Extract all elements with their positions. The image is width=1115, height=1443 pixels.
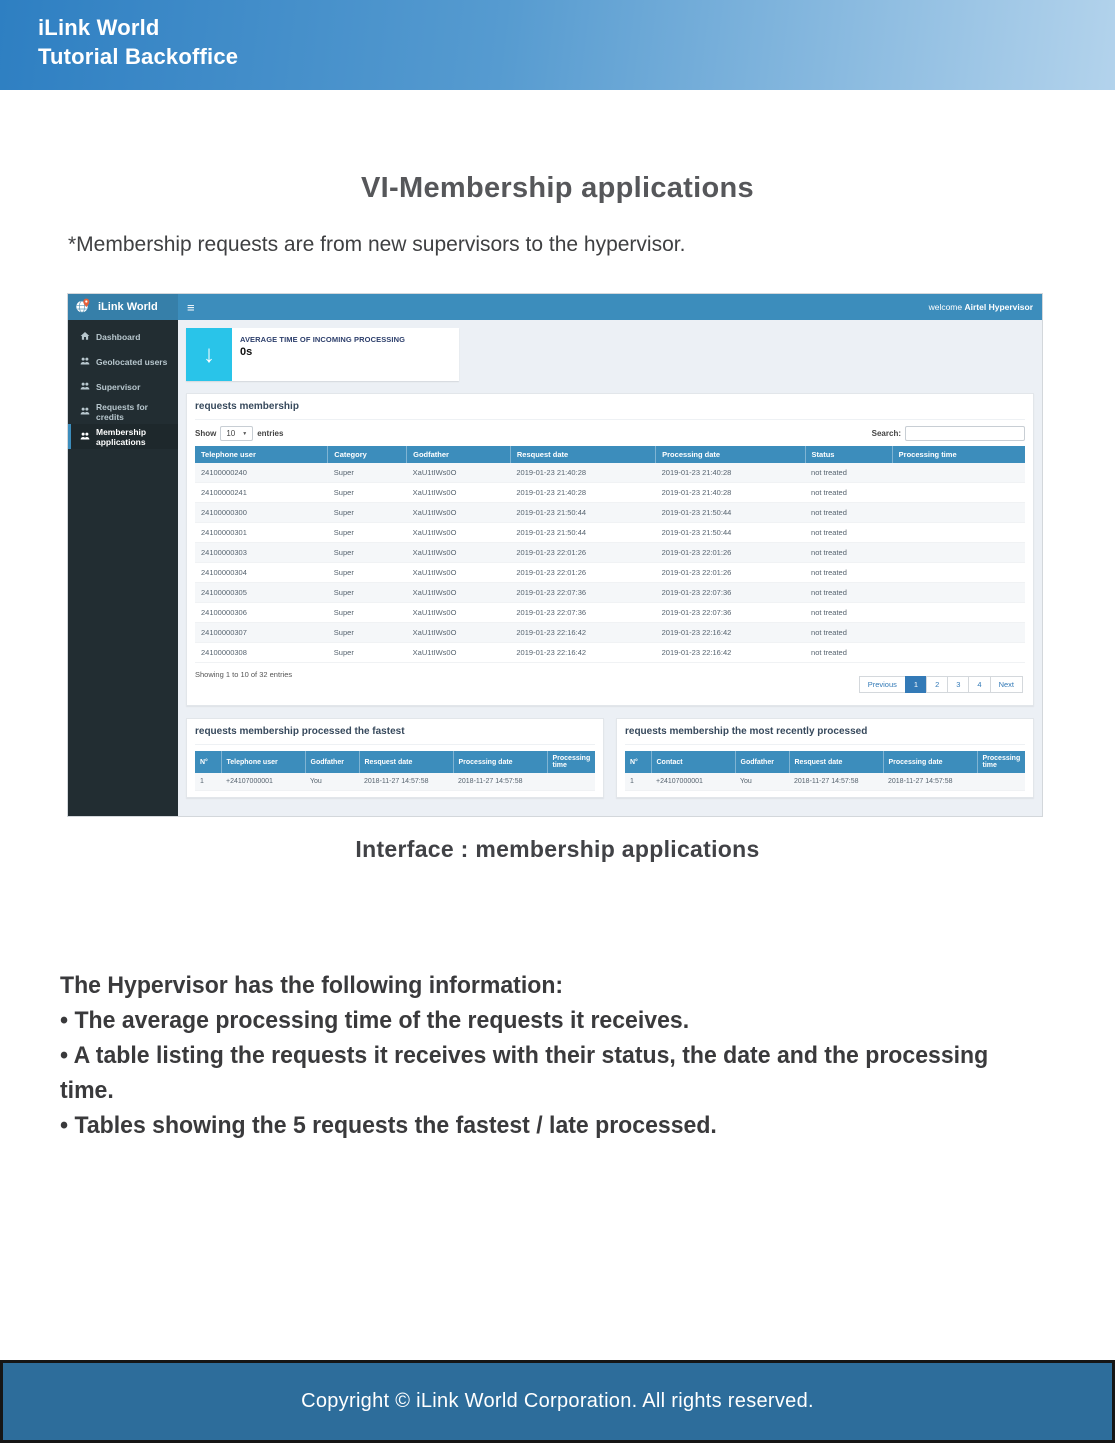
sidebar-item-dashboard[interactable] xyxy=(68,324,178,349)
table-cell: 2018-11-27 14:57:58 xyxy=(789,773,883,791)
home-icon xyxy=(80,331,90,343)
sidebar-item-label: Requests for credits xyxy=(96,401,148,422)
table-cell: 2019-01-23 22:07:36 xyxy=(656,583,805,603)
search-label: Search: xyxy=(871,429,901,438)
column-header: Processing time xyxy=(547,751,595,773)
sidebar-item-label: Supervisor xyxy=(96,381,141,392)
page-title: VI-Membership applications xyxy=(361,172,754,204)
table-cell: XaU1tIWs0O xyxy=(407,643,511,663)
sidebar-item-supervisor[interactable] xyxy=(68,374,178,399)
app-screenshot xyxy=(67,293,1043,817)
column-header: Processing date xyxy=(656,446,805,463)
table-cell: Super xyxy=(328,563,407,583)
sidebar xyxy=(68,320,178,816)
table-cell: 2019-01-23 21:40:28 xyxy=(510,463,655,483)
table-cell: 2019-01-23 22:16:42 xyxy=(510,643,655,663)
table-cell xyxy=(892,503,1025,523)
table-cell: 1 xyxy=(625,773,651,791)
fastest-processed-table xyxy=(195,751,595,791)
document-footer xyxy=(0,1360,1115,1443)
table-controls xyxy=(195,426,1025,441)
pagination-page-3-button[interactable]: 3 xyxy=(947,676,969,693)
bullet-item: • The average processing time of the requests it receives. xyxy=(60,1003,1030,1038)
welcome-user-name: Airtel Hypervisor xyxy=(964,302,1033,312)
table-cell: You xyxy=(735,773,789,791)
search-control xyxy=(872,426,1025,441)
table-cell: 2018-11-27 14:57:58 xyxy=(453,773,547,791)
column-header: N° xyxy=(625,751,651,773)
table-cell: XaU1tIWs0O xyxy=(407,583,511,603)
panel-title: requests membership the most recently processed xyxy=(625,726,1025,745)
entries-label: entries xyxy=(257,429,284,438)
table-cell: 2019-01-23 21:50:44 xyxy=(656,523,805,543)
table-cell: 2019-01-23 22:16:42 xyxy=(656,623,805,643)
table-cell: XaU1tIWs0O xyxy=(407,623,511,643)
table-cell: 2018-11-27 14:57:58 xyxy=(359,773,453,791)
table-cell: 2018-11-27 14:57:58 xyxy=(883,773,977,791)
table-cell: You xyxy=(305,773,359,791)
header-row xyxy=(625,751,1025,773)
table-row xyxy=(195,543,1025,563)
table-cell: 2019-01-23 21:50:44 xyxy=(510,523,655,543)
welcome-prefix: welcome xyxy=(928,302,963,312)
pagination-next-button[interactable]: Next xyxy=(990,676,1023,693)
bullet-item: • A table listing the requests it receives with their status, the date and the processing time. xyxy=(60,1038,1030,1108)
column-header: N° xyxy=(195,751,221,773)
recently-processed-table xyxy=(625,751,1025,791)
table-cell: 24100000308 xyxy=(195,643,328,663)
table-body xyxy=(195,773,595,791)
table-row xyxy=(195,563,1025,583)
table-cell: XaU1tIWs0O xyxy=(407,603,511,623)
table-footer xyxy=(195,670,1025,699)
table-cell: XaU1tIWs0O xyxy=(407,543,511,563)
column-header: Processing date xyxy=(883,751,977,773)
column-header: Resquest date xyxy=(510,446,655,463)
table-cell: not treated xyxy=(805,583,892,603)
table-cell: 24100000240 xyxy=(195,463,328,483)
sidebar-item-requests-for-credits[interactable] xyxy=(68,399,178,424)
sidebar-item-membership-applications[interactable] xyxy=(68,424,178,449)
users-icon xyxy=(80,356,90,368)
table-cell: 24100000307 xyxy=(195,623,328,643)
page-length-select[interactable] xyxy=(220,426,253,441)
app-top-bar xyxy=(68,294,1042,320)
table-cell: 2019-01-23 22:01:26 xyxy=(656,563,805,583)
copyright-text: Copyright © iLink World Corporation. All rights reserved. xyxy=(301,1390,814,1412)
users-icon xyxy=(80,381,90,393)
pagination xyxy=(860,676,1023,693)
table-cell: XaU1tIWs0O xyxy=(407,503,511,523)
body-intro: The Hypervisor has the following information: xyxy=(60,972,564,999)
panel-title: requests membership processed the fastest xyxy=(195,726,595,745)
column-header: Telephone user xyxy=(221,751,305,773)
hamburger-menu-icon[interactable]: ≡ xyxy=(187,299,195,315)
table-cell: not treated xyxy=(805,563,892,583)
table-cell: +24107000001 xyxy=(221,773,305,791)
table-cell: not treated xyxy=(805,523,892,543)
app-brand-label: iLink World xyxy=(98,301,158,313)
table-cell: 24100000303 xyxy=(195,543,328,563)
table-cell: 2019-01-23 21:50:44 xyxy=(656,503,805,523)
column-header: Category xyxy=(328,446,407,463)
table-cell: 24100000306 xyxy=(195,603,328,623)
column-header: Processing time xyxy=(892,446,1025,463)
table-cell: 2019-01-23 22:16:42 xyxy=(510,623,655,643)
table-cell: Super xyxy=(328,543,407,563)
table-cell: not treated xyxy=(805,483,892,503)
column-header: Status xyxy=(805,446,892,463)
column-header: Resquest date xyxy=(359,751,453,773)
sidebar-item-label: Dashboard xyxy=(96,331,141,342)
sidebar-item-label: Membership applications xyxy=(96,426,147,447)
body-text xyxy=(60,968,1030,1143)
column-header: Godfather xyxy=(407,446,511,463)
column-header: Contact xyxy=(651,751,735,773)
column-header: Processing date xyxy=(453,751,547,773)
table-cell: 24100000304 xyxy=(195,563,328,583)
table-head xyxy=(195,446,1025,463)
table-cell xyxy=(892,623,1025,643)
table-cell: Super xyxy=(328,603,407,623)
page-subtitle: *Membership requests are from new supervisors to the hypervisor. xyxy=(68,233,686,256)
table-cell xyxy=(892,523,1025,543)
table-cell: 24100000241 xyxy=(195,483,328,503)
table-cell: 2019-01-23 22:01:26 xyxy=(656,543,805,563)
header-row xyxy=(195,751,595,773)
users-icon xyxy=(80,431,90,443)
table-cell xyxy=(892,463,1025,483)
table-cell xyxy=(892,603,1025,623)
showing-entries-text: Showing 1 to 10 of 32 entries xyxy=(195,670,293,679)
table-cell: 2019-01-23 22:01:26 xyxy=(510,563,655,583)
table-row xyxy=(195,503,1025,523)
table-cell: Super xyxy=(328,483,407,503)
ilink-globe-logo-icon xyxy=(75,298,91,317)
table-head xyxy=(625,751,1025,773)
table-cell: XaU1tIWs0O xyxy=(407,563,511,583)
requests-membership-table xyxy=(195,446,1025,663)
table-row xyxy=(195,583,1025,603)
table-cell: Super xyxy=(328,503,407,523)
table-cell: not treated xyxy=(805,503,892,523)
table-row xyxy=(195,603,1025,623)
show-label: Show xyxy=(195,429,217,438)
show-entries-control xyxy=(195,426,283,441)
pagination-page-1-button[interactable]: 1 xyxy=(905,676,927,693)
table-cell: XaU1tIWs0O xyxy=(407,463,511,483)
search-input[interactable] xyxy=(905,426,1025,441)
table-cell: 2019-01-23 21:50:44 xyxy=(510,503,655,523)
users-icon xyxy=(80,406,90,418)
chevron-down-icon: ▼ xyxy=(242,430,248,437)
table-cell: Super xyxy=(328,583,407,603)
sidebar-item-label: Geolocated users xyxy=(96,356,168,367)
table-cell: Super xyxy=(328,463,407,483)
table-cell: XaU1tIWs0O xyxy=(407,483,511,503)
header-row xyxy=(195,446,1025,463)
table-row xyxy=(195,523,1025,543)
table-cell: not treated xyxy=(805,623,892,643)
table-cell: 24100000300 xyxy=(195,503,328,523)
table-cell xyxy=(892,543,1025,563)
table-cell: +24107000001 xyxy=(651,773,735,791)
table-row xyxy=(195,623,1025,643)
column-header: Godfather xyxy=(305,751,359,773)
fastest-processed-panel xyxy=(186,718,604,798)
app-nav-bar xyxy=(178,294,1042,320)
table-cell: Super xyxy=(328,643,407,663)
brand-line-2: Tutorial Backoffice xyxy=(38,44,239,69)
table-cell: 2019-01-23 22:16:42 xyxy=(656,643,805,663)
table-cell: not treated xyxy=(805,463,892,483)
column-header: Resquest date xyxy=(789,751,883,773)
average-time-info-box xyxy=(186,328,459,381)
panel-title: requests membership xyxy=(195,401,1025,420)
table-cell: 1 xyxy=(195,773,221,791)
table-cell xyxy=(892,483,1025,503)
table-cell: 2019-01-23 21:40:28 xyxy=(510,483,655,503)
table-row xyxy=(195,773,595,791)
pagination-page-4-button[interactable]: 4 xyxy=(968,676,990,693)
table-cell xyxy=(977,773,1025,791)
column-header: Processing time xyxy=(977,751,1025,773)
pagination-page-2-button[interactable]: 2 xyxy=(926,676,948,693)
table-cell: 2019-01-23 22:07:36 xyxy=(656,603,805,623)
app-brand[interactable] xyxy=(68,294,178,320)
table-cell: 2019-01-23 22:07:36 xyxy=(510,603,655,623)
table-row xyxy=(625,773,1025,791)
table-cell: 24100000301 xyxy=(195,523,328,543)
bottom-panels xyxy=(186,718,1034,798)
table-cell xyxy=(892,583,1025,603)
pagination-previous-button[interactable]: Previous xyxy=(859,676,906,693)
table-cell: not treated xyxy=(805,603,892,623)
table-row xyxy=(195,643,1025,663)
table-body xyxy=(195,463,1025,663)
table-cell: 2019-01-23 22:07:36 xyxy=(510,583,655,603)
table-cell: 2019-01-23 21:40:28 xyxy=(656,463,805,483)
down-arrow-icon: ↓ xyxy=(186,328,232,381)
page-length-value: 10 xyxy=(226,429,236,438)
table-row xyxy=(195,463,1025,483)
bullet-item: • Tables showing the 5 requests the fastest / late processed. xyxy=(60,1108,1030,1143)
table-head xyxy=(195,751,595,773)
figure-caption: Interface : membership applications xyxy=(355,836,760,862)
table-cell: not treated xyxy=(805,643,892,663)
table-cell: 2019-01-23 22:01:26 xyxy=(510,543,655,563)
sidebar-item-geolocated-users[interactable] xyxy=(68,349,178,374)
requests-membership-panel xyxy=(186,393,1034,706)
table-row xyxy=(195,483,1025,503)
info-box-label: AVERAGE TIME OF INCOMING PROCESSING xyxy=(240,335,406,344)
app-body xyxy=(68,320,1042,816)
welcome-user-menu[interactable] xyxy=(929,302,1033,312)
table-cell: Super xyxy=(328,623,407,643)
table-cell: 24100000305 xyxy=(195,583,328,603)
info-box-value: 0s xyxy=(240,346,253,358)
table-body xyxy=(625,773,1025,791)
recently-processed-panel xyxy=(616,718,1034,798)
document-header xyxy=(0,0,1115,90)
table-cell: XaU1tIWs0O xyxy=(407,523,511,543)
table-cell xyxy=(547,773,595,791)
column-header: Telephone user xyxy=(195,446,328,463)
info-box-text xyxy=(232,328,405,381)
brand-line-1: iLink World xyxy=(38,15,160,40)
table-cell xyxy=(892,563,1025,583)
table-cell: not treated xyxy=(805,543,892,563)
column-header: Godfather xyxy=(735,751,789,773)
table-cell: Super xyxy=(328,523,407,543)
table-cell: 2019-01-23 21:40:28 xyxy=(656,483,805,503)
app-content xyxy=(178,320,1042,816)
table-cell xyxy=(892,643,1025,663)
